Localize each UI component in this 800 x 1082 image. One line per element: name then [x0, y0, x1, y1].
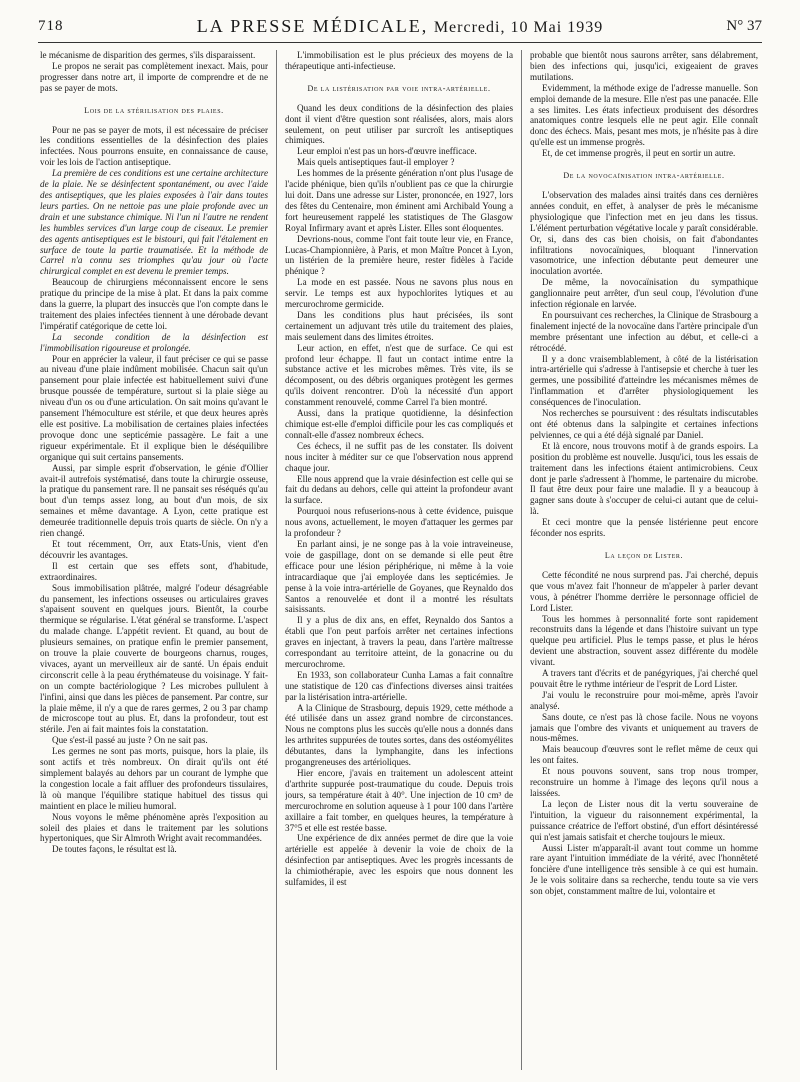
column-divider	[276, 50, 277, 1070]
column-1	[40, 50, 268, 1070]
paragraph: En poursuivant ces recherches, la Clinique de Strasbourg a finalement injecté de la novocaïne dans l'artère principale d'un membre présentant une infection au début, et celle-ci a rétrocédé.	[530, 309, 758, 353]
paragraph: Que s'est-il passé au juste ? On ne sait pas.	[52, 735, 208, 746]
paragraph: Sous immobilisation plâtrée, malgré l'odeur désagréable du pansement, les infections osseuses ou articulaires graves s'apaisent souvent en quelques jours. Bientôt, la courbe thermique se régularise. L'état général se transforme. L'aspect du malade change. L'appétit revient. Et quand, au bout de plusieurs semaines, on pratique enfin le premier pansement, on trouve la plaie couverte de bourgeons charnus, rouges, vivaces, ayant un merveilleux air de santé. Un épais enduit circonscrit celle à la peau érythémateuse du voisinage. Y fait-on un compte bactériologique ? Les microbes pullulent à l'infini, ainsi que dans les pièces de pansement. Par contre, sur la plaie même, il n'y a que de rares germes, 2 ou 3 par champ de microscope tout au plus. Et, dans la profondeur, tout est stérile. J'en ai fait maintes fois la constatation.	[40, 582, 268, 735]
paragraph: Et là encore, nous trouvons motif à de grands espoirs. La position du problème est nouvelle. Jusqu'ici, tous les essais de traitement dans les infections étaient antimicrobiens. Ceux dont je parle s'adressent à l'homme, le partenaire du microbe. Il faut être deux pour faire une maladie. Il y a beaucoup à gagner sans doute à s'occuper de celui-ci autant que de celui-là.	[530, 440, 758, 517]
paragraph: probable que bientôt nous saurons arrêter, sans délabrement, bien des infections qui, jusqu'ici, exigeaient de graves mutilations.	[530, 50, 758, 82]
paragraph: Elle nous apprend que la vraie désinfection est celle qui se fait du dedans au dehors, celle qui atteint la profondeur avant la surface.	[285, 473, 513, 506]
paragraph: L'observation des malades ainsi traités dans ces dernières années conduit, en effet, à analyser de près le mécanisme physiologique que l'infection met en jeu dans les tissus. L'élément perturbation végétative locale y paraît considérable. Or, si, dans des cas bien choisis, on fait d'abondantes infiltrations novocaïniques, bloquant l'innervation vasomotrice, une infection débutante peut demeurer une inoculation avortée.	[530, 189, 758, 277]
paragraph: Il est certain que ses effets sont, d'habitude, extraordinaires.	[40, 560, 268, 582]
column-2	[285, 50, 513, 1070]
column-3	[530, 50, 758, 1070]
paragraph: Pour en apprécier la valeur, il faut préciser ce qui se passe au niveau d'une plaie indûment mobilisée. Chacun sait qu'un pansement pour plaie infectée est habituellement suivi d'une brusque poussée de température, surtout si la plaie siège au niveau d'un os ou d'une articulation. On sait moins qu'avant le pansement l'hémoculture est stérile, et que deux heures après elle est positive. La mobilisation de certaines plaies infectées provoque donc une septicémie passagère. Le fait a une rigueur expérimentale. Et il explique bien le déséquilibre organique qui suit certains pansements.	[40, 353, 268, 462]
page-number: 718	[38, 18, 64, 34]
paragraph: Il y a donc vraisemblablement, à côté de la listérisation intra-artérielle qui s'adresse à l'antisepsie et cherche à tuer les germes, une possibilité d'atteindre les mécanismes mêmes de l'inflammation et d'arrêter physiologiquement les conséquences de l'inoculation.	[530, 353, 758, 408]
page-header	[38, 16, 762, 43]
column-divider	[521, 50, 522, 1070]
paragraph: Et nous pouvons souvent, sans trop nous tromper, reconstruire un homme à l'image des leçons qu'il nous a laissées.	[530, 766, 758, 798]
paragraph: La seconde condition de la désinfection est l'immobilisation rigoureuse et prolongée.	[40, 331, 268, 353]
paragraph: Quand les deux conditions de la désinfection des plaies dont il vient d'être question sont réalisées, alors, mais alors seulement, on peut utiliser par surcroît les antiseptiques chimiques.	[285, 102, 513, 146]
paragraph: La leçon de Lister nous dit la vertu souveraine de l'intuition, la vigueur du raisonnement expérimental, la puissance créatrice de l'effort obstiné, d'un effort désintéressé qui n'est jamais satisfait et cherche toujours le mieux.	[530, 798, 758, 842]
paragraph: Leur emploi n'est pas un hors-d'œuvre inefficace.	[297, 146, 477, 157]
paragraph: Sans doute, ce n'est pas là chose facile. Nous ne voyons jamais que l'ombre des vivants et uniquement au travers de nous-mêmes.	[530, 711, 758, 744]
journal-title	[38, 16, 762, 37]
paragraph: Pour ne pas se payer de mots, il est nécessaire de préciser les conditions essentielles de la désinfection des plaies infectées. Nous pourrons ensuite, en connaissance de cause, voir les lois de l'action antiseptique.	[40, 124, 268, 168]
paragraph: La mode en est passée. Nous ne savons plus nous en servir. Le temps est aux hypochlorites lytiques et au mercurochrome germicide.	[285, 277, 513, 310]
paragraph: De toutes façons, le résultat est là.	[52, 844, 177, 855]
issue-number: N° 37	[726, 18, 762, 34]
paragraph: Pourquoi nous refuserions-nous à cette évidence, puisque nous avons, actuellement, le moyen d'attaquer les germes par la profondeur ?	[285, 506, 513, 539]
paragraph: Cette fécondité ne nous surprend pas. J'ai cherché, depuis que vous m'avez fait l'honneur de m'appeler à parler devant vous, à pénétrer l'homme derrière le personnage officiel de Lord Lister.	[530, 569, 758, 613]
paragraph: Tous les hommes à personnalité forte sont rapidement reconstruits dans la légende et dans l'histoire suivant un type quelque peu artificiel. Plus le temps passe, et plus le héros devient une abstraction, souvent assez différente du modèle vivant.	[530, 613, 758, 668]
paragraph: L'immobilisation est le plus précieux des moyens de la thérapeutique anti-infectieuse.	[285, 50, 513, 71]
paragraph: Beaucoup de chirurgiens méconnaissent encore le sens pratique du principe de la mise à plat. Et dans la paix comme dans la guerre, la plupart des insuccès que l'on compte dans le traitement des plaies infectées tiennent à une dérobade devant l'impératif catégorique de cette loi.	[40, 277, 268, 331]
paragraph: En parlant ainsi, je ne songe pas à la voie intraveineuse, voie de gaspillage, dont on se demande si elle peut être efficace pour une lésion périphérique, ni même à la voie intracardiaque que j'ai employée dans les septicémies. Je pense à la voie intra-artérielle de Goyanes, que Reynaldo dos Santos a renouvelée et dont il a montré les résultats saisissants.	[285, 538, 513, 615]
paragraph: A travers tant d'écrits et de panégyriques, j'ai cherché quel pouvait être le rythme intérieur de l'esprit de Lord Lister.	[530, 668, 758, 689]
journal-name: LA PRESSE MÉDICALE,	[196, 16, 429, 36]
paragraph: Ces échecs, il ne suffit pas de les constater. Ils doivent nous inciter à méditer sur ce que l'observation nous apprend chaque jour.	[285, 440, 513, 473]
paragraph: Il y a plus de dix ans, en effet, Reynaldo dos Santos a établi que l'on peut parfois arrêter net certaines infections graves en injectant, à travers la peau, dans l'artère maîtresse correspondant au territoire atteint, de la gonacrine ou du mercurochrome.	[285, 615, 513, 669]
paragraph: Aussi, par simple esprit d'observation, le génie d'Ollier avait-il autrefois systématisé, dans toute la chirurgie osseuse, la pratique du pansement rare. Il ne pansait ses réséqués qu'au bout d'un temps assez long, au bout d'un mois, de six semaines et même davantage. A Lyon, cette pratique est demeurée traditionnelle depuis trois quarts de siècle. On n'y a rien changé.	[40, 462, 268, 539]
paragraph: Hier encore, j'avais en traitement un adolescent atteint d'arthrite suppurée post-traumatique du coude. Depuis trois jours, sa température était à 40°. Une injection de 10 cm³ de mercurochrome en solution aqueuse à 1 pour 100 dans l'artère axillaire a fait tomber, en quelques heures, la température à 37°5 et elle est restée basse.	[285, 768, 513, 833]
paragraph: Mais quels antiseptiques faut-il employer ?	[297, 157, 455, 168]
article-body	[40, 50, 760, 1070]
paragraph: Le propos ne serait pas complètement inexact. Mais, pour progresser dans notre art, il importe de comprendre et de ne pas se payer de mots.	[40, 60, 268, 93]
paragraph: A la Clinique de Strasbourg, depuis 1929, cette méthode a été utilisée dans un assez grand nombre de circonstances. Nous ne comptons plus les succès qu'elle nous a donnés dans les arthrites suppurées de toutes sortes, dans des ostéomyélites débutantes, dans la lymphangite, dans les infections progangreneuses des artérioliques.	[285, 702, 513, 768]
paragraph: Aussi, dans la pratique quotidienne, la désinfection chimique est-elle d'emploi difficile pour les cas compliqués et connaît-elle d'assez nombreux échecs.	[285, 408, 513, 440]
paragraph: Et tout récemment, Orr, aux Etats-Unis, vient d'en découvrir les avantages.	[40, 538, 268, 560]
section-heading: De la novocaïnisation intra-artérielle.	[563, 171, 725, 181]
paragraph: Une expérience de dix années permet de dire que la voie artérielle est appelée à devenir la voie de choix de la désinfection par antiseptiques. Avec les progrès incessants de la chimiothérapie, avec les espoirs que nous donnent les sulfamides, il est	[285, 833, 513, 888]
section-heading: De la listérisation par voie intra-artérielle.	[307, 83, 491, 93]
paragraph: Nous voyons le même phénomène après l'exposition au soleil des plaies et dans le traitement par les solutions hypertoniques, que Sir Almroth Wright avait recommandées.	[40, 811, 268, 844]
paragraph: Evidemment, la méthode exige de l'adresse manuelle. Son emploi demande de la mesure. Elle n'est pas une panacée. Elle a ses limites. Les états infectieux produisent des désordres anatomiques contre lesquels elle ne peut agir. Elle connaît donc des échecs. Mais, pesant mes mots, je n'hésite pas à dire qu'elle est un immense progrès.	[530, 82, 758, 148]
paragraph: Devrions-nous, comme l'ont fait toute leur vie, en France, Lucas-Championnière, à Paris, et mon Maître Poncet à Lyon, un listérien de la première heure, rester fidèles à l'acide phénique ?	[285, 233, 513, 277]
paragraph: Les hommes de la présente génération n'ont plus l'usage de l'acide phénique, bien qu'ils n'oublient pas ce que la chirurgie lui doit. Dans une adresse sur Lister, prononcée, en 1927, lors des fêtes du Centenaire, mon éminent ami Archibald Young a fort heureusement rappelé les statistiques de The Glasgow Royal Infirmary avant et après Lister. Elles sont éloquentes.	[285, 168, 513, 233]
paragraph: Et ceci montre que la pensée listérienne peut encore féconder nos esprits.	[530, 517, 758, 539]
paragraph: Nos recherches se poursuivent : des résultats indiscutables ont été obtenus dans la salpingite et certaines infections pelviennes, ce qui a été déjà signalé par Daniel.	[530, 408, 758, 440]
paragraph: J'ai voulu le reconstruire pour moi-même, après l'avoir analysé.	[530, 689, 758, 711]
paragraph: Mais beaucoup d'œuvres sont le reflet même de ceux qui les ont faites.	[530, 744, 758, 766]
paragraph: Leur action, en effet, n'est que de surface. Ce qui est profond leur échappe. Il faut un contact intime entre la substance active et les microbes mêmes. Très vite, ils se décomposent, ou des débris organiques protègent les germes qu'ils doivent rencontrer. D'où la nécessité d'un apport constamment renouvelé, comme Carrel l'a bien montré.	[285, 342, 513, 408]
paragraph: Et, de cet immense progrès, il peut en sortir un autre.	[542, 148, 736, 159]
paragraph: le mécanisme de disparition des germes, s'ils disparaissent.	[40, 50, 256, 60]
issue-date: Mercredi, 10 Mai 1939	[433, 19, 604, 36]
section-heading: Lois de la stérilisation des plaies.	[84, 105, 224, 115]
paragraph: La première de ces conditions est une certaine architecture de la plaie. Ne se désinfectent spontanément, ou avec l'aide des antiseptiques, que les plaies exposées à l'air dans toutes leurs parties. On ne nettoie pas une plaie profonde avec un drain et une substance chimique. Ni l'un ni l'autre ne rendent les humbles services d'un large coup de ciseaux. Le premier des agents antiseptiques est le bistouri, qui fait l'étalement en surface de toute la partie traumatisée. Et la méthode de Carrel n'a connu ses triomphes qu'au jour où l'acte chirurgical complet en est devenu le premier temps.	[40, 168, 268, 277]
paragraph: Aussi Lister m'apparaît-il avant tout comme un homme rare ayant l'intuition immédiate de la vérité, avec l'honnêteté foncière d'une intelligence très sensible à ce qui est humain. Je le vois solitaire dans sa recherche, tendu toute sa vie vers son objet, constamment maître de lui, volontaire et	[530, 842, 758, 897]
section-heading: La leçon de Lister.	[604, 550, 684, 560]
paragraph: En 1933, son collaborateur Cunha Lamas a fait connaître une statistique de 120 cas d'infections diverses ainsi traitées par la listérisation intra-artérielle.	[285, 669, 513, 702]
paragraph: Les germes ne sont pas morts, puisque, hors la plaie, ils sont actifs et très nombreux. On dirait qu'ils ont été simplement balayés au dehors par un courant de lymphe que la congestion locale a fait affluer des profondeurs tissulaires, là où manque l'équilibre statique habituel des tissus qui maintient en place le milieu humoral.	[40, 746, 268, 811]
paragraph: Dans les conditions plus haut précisées, ils sont certainement un adjuvant très utile du traitement des plaies, mais seulement dans des limites étroites.	[285, 309, 513, 342]
paragraph: De même, la novocaïnisation du sympathique ganglionnaire peut arrêter, d'un seul coup, l'évolution d'une infection régionale en larvée.	[530, 277, 758, 310]
